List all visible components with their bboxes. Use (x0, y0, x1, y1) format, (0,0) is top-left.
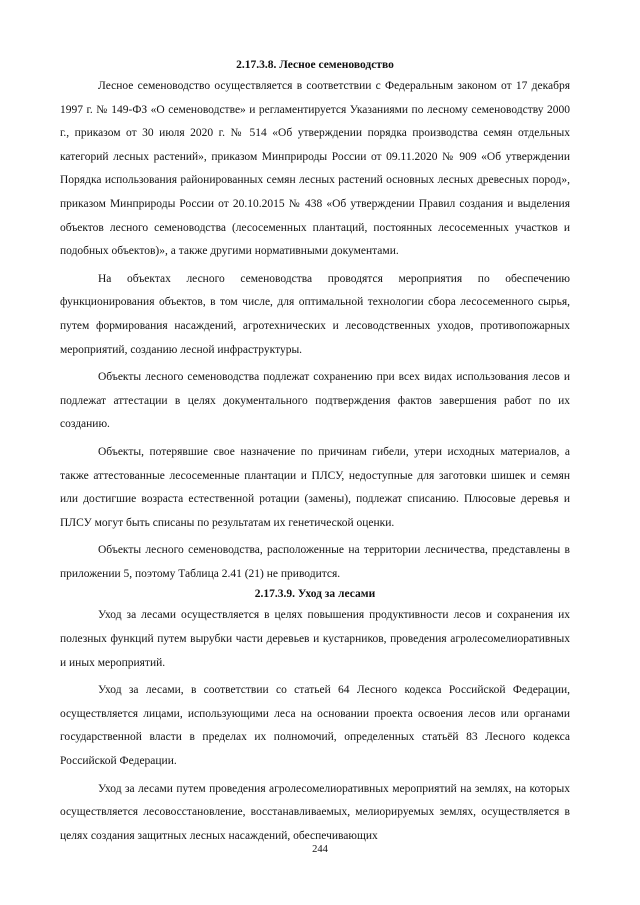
paragraph: Объекты лесного семеноводства подлежат сохранению при всех видах использования лесов и подлежат аттестации в целях документального подтверждения фактов завершения работ по их созданию. (60, 371, 570, 431)
section-heading-seed-production: 2.17.3.8. Лесное семеноводство (236, 59, 394, 71)
paragraph: Объекты лесного семеноводства, расположенные на территории лесничества, представлены в приложении 5, поэтому Таблица 2.41 (21) не приводится. (60, 544, 570, 580)
paragraph: Уход за лесами путем проведения агролесомелиоративных мероприятий на землях, на которых осуществляется лесовосстановление, восстанавливаемых, мелиорируемых землях, осуществляется в целях создания защитных лесных насаждений, обеспечивающих (60, 782, 570, 842)
paragraph: Лесное семеноводство осуществляется в соответствии с Федеральным законом от 17 декабря 1997 г. № 149-ФЗ «О семеноводстве» и регламентируется Указаниями по лесному семеноводству 2000 г., приказом от 30 июля 2020 г. № 514 «Об утверждении порядка производства семян отдельных категорий лесных растений», приказом Минприроды России от 09.11.2020 № 909 «Об утверждении Порядка использования районированных семян лесных растений основных лесных древесных пород», приказом Минприроды России от 20.10.2015 № 438 «Об утверждении Правил создания и выделения объектов лесного семеноводства (лесосеменных плантаций, постоянных лесосеменных участков и подобных объектов)», а также другими нормативными документами. (60, 80, 570, 258)
paragraph: Уход за лесами, в соответствии со статьей 64 Лесного кодекса Российской Федерации, осуществляется лицами, использующими леса на основании проекта освоения лесов или органами государственной власти в пределах их полномочий, определенных статьёй 83 Лесного кодекса Российской Федерации. (60, 684, 570, 768)
page-number: 244 (312, 844, 328, 855)
paragraph: Уход за лесами осуществляется в целях повышения продуктивности лесов и сохранения их полезных функций путем вырубки части деревьев и кустарников, проведения агролесомелиоративных и иных мероприятий. (60, 609, 570, 669)
paragraph: На объектах лесного семеноводства проводятся мероприятия по обеспечению функционирования объектов, в том числе, для оптимальной технологии сбора лесосеменного сырья, путем формирования насаждений, агротехнических и лесоводственных уходов, противопожарных мероприятий, созданию лесной инфраструктуры. (60, 272, 570, 356)
document-page (60, 58, 570, 848)
section-heading-forest-care: 2.17.3.9. Уход за лесами (254, 588, 376, 601)
paragraph: Объекты, потерявшие свое назначение по причинам гибели, утери исходных материалов, а также аттестованные лесосеменные плантации и ПЛСУ, недоступные для заготовки шишек и семян или достигшие возраста естественной ротации (замены), подлежат списанию. Плюсовые деревья и ПЛСУ могут быть списаны по результатам их генетической оценки. (60, 445, 570, 529)
